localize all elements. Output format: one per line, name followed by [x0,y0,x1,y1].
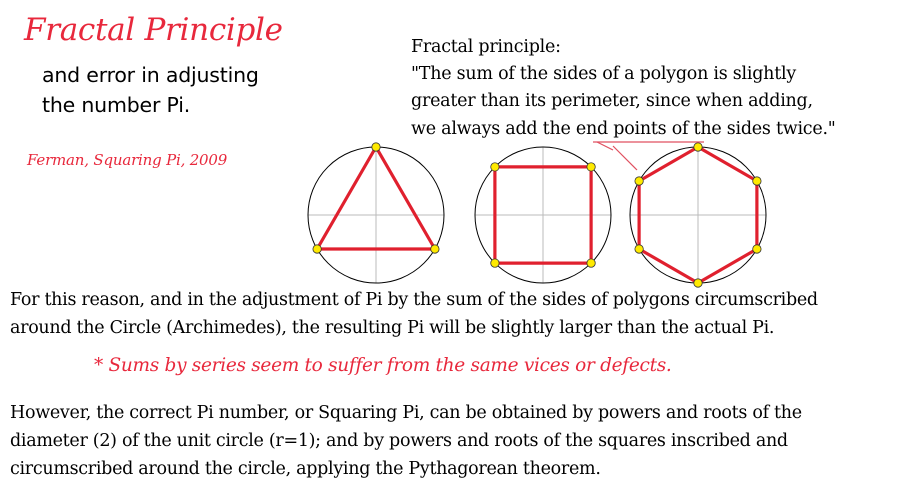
vertex-point [372,143,380,151]
vertex-point [694,279,702,287]
triangle-figure [308,143,444,283]
vertex-point [587,163,595,171]
square-figure [475,147,611,283]
vertex-point [694,143,702,151]
quote-line-2: greater than its perimeter, since when adding, [411,91,813,111]
vertex-point [587,259,595,267]
paragraph-1-line-2: around the Circle (Archimedes), the resulting Pi will be slightly larger than the actual Pi. [10,318,775,338]
vertex-point [753,245,761,253]
paragraph-2-line-1: However, the correct Pi number, or Squaring Pi, can be obtained by powers and roots of the [10,403,802,423]
paragraph-1-line-1: For this reason, and in the adjustment of Pi by the sum of the sides of polygons circumscribed [10,290,818,310]
quote-line-1: "The sum of the sides of a polygon is slightly [411,64,796,84]
subtitle-line-2: the number Pi. [42,93,191,117]
vertex-point [491,259,499,267]
circles-layer [308,143,766,287]
hexagon-figure [630,143,766,287]
quote-line-3: we always add the end points of the sides twice." [411,119,836,139]
pointer-line-right [613,146,637,170]
subtitle-line-1: and error in adjusting [42,63,259,87]
vertex-point [491,163,499,171]
quote-heading: Fractal principle: [411,37,561,57]
paragraph-2-line-2: diameter (2) of the unit circle (r=1); and by powers and roots of the squares inscribed and [10,431,788,451]
pointer-line-left [597,142,613,150]
vertex-point [753,177,761,185]
vertex-point [635,245,643,253]
vertex-point [431,245,439,253]
vertex-point [635,177,643,185]
credit-line: Ferman, Squaring Pi, 2009 [27,151,228,169]
series-note: * Sums by series seem to suffer from the same vices or defects. [94,355,672,376]
paragraph-2-line-3: circumscribed around the circle, applying the Pythagorean theorem. [10,459,601,479]
page-title: Fractal Principle [24,12,283,48]
vertex-point [313,245,321,253]
